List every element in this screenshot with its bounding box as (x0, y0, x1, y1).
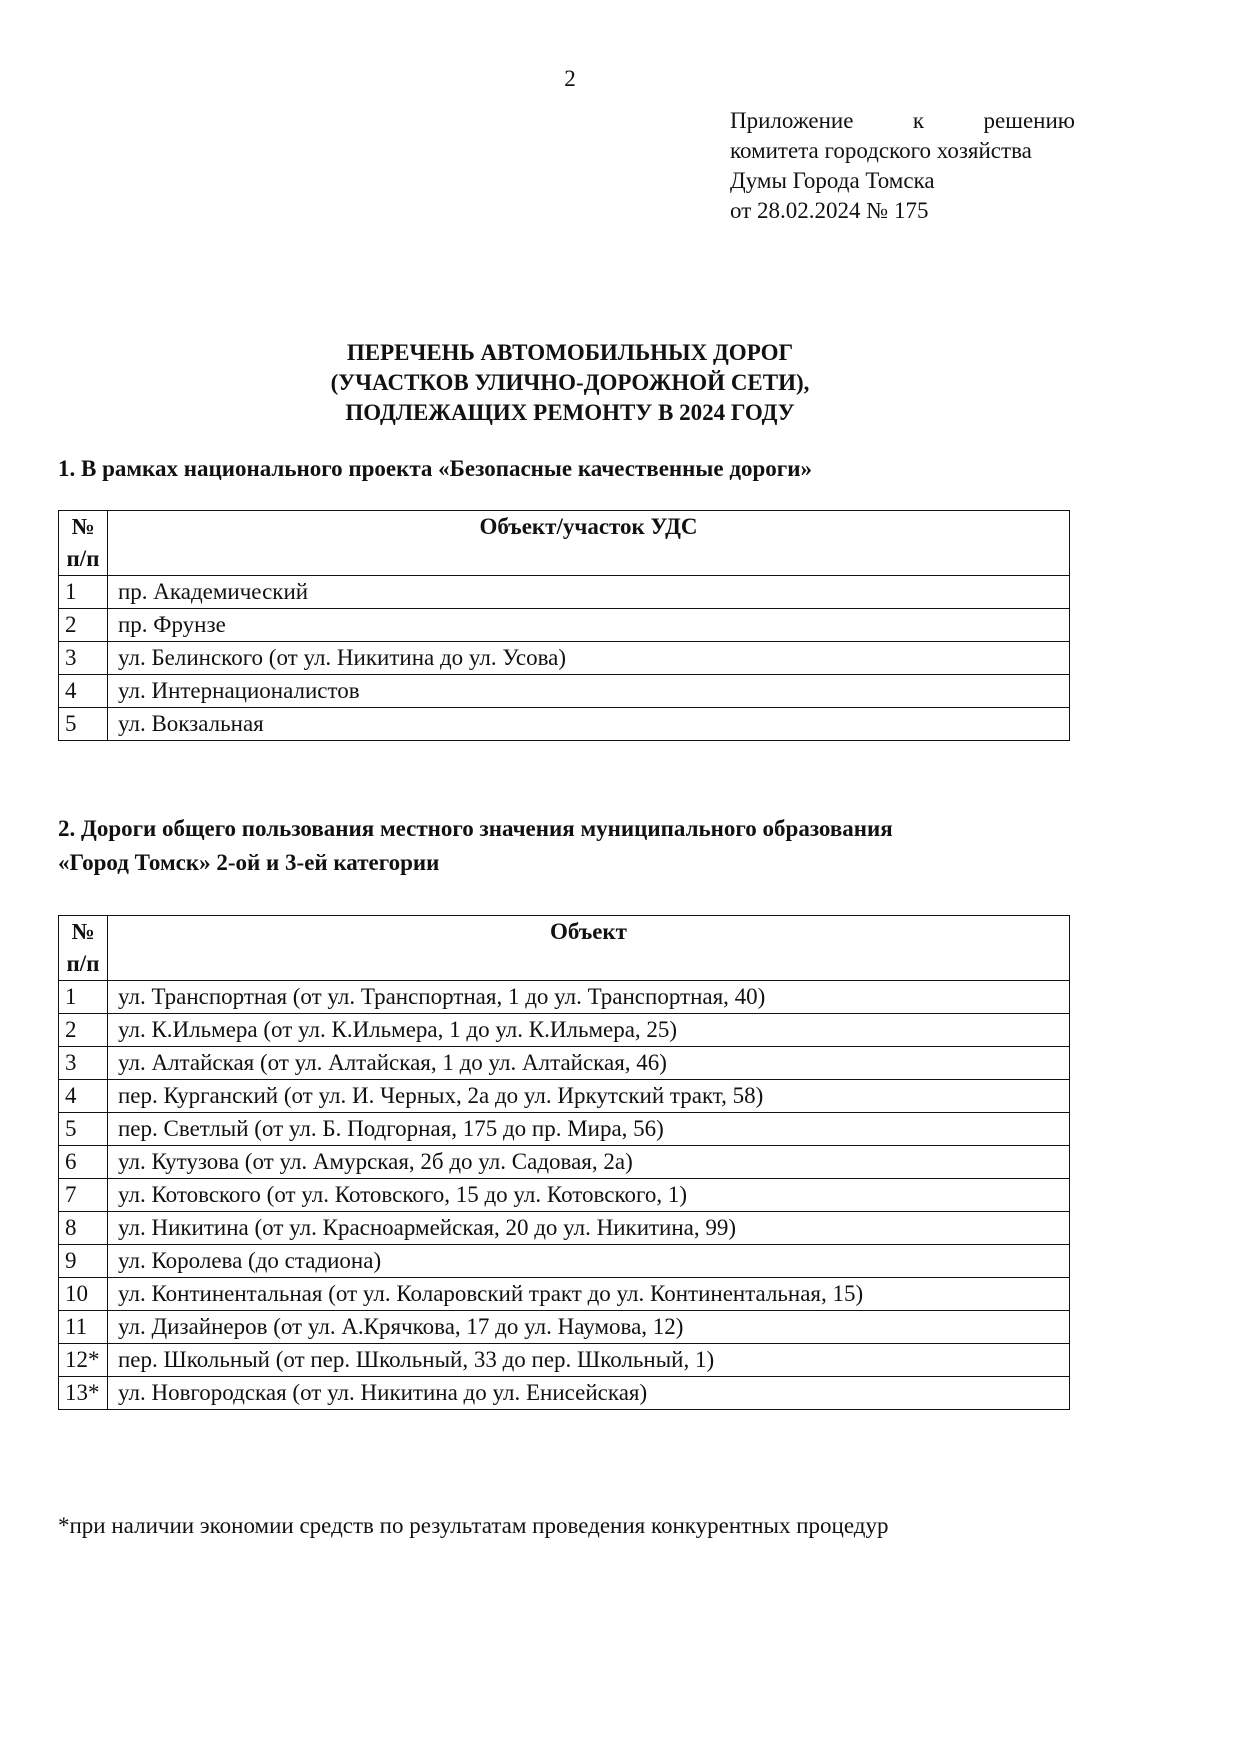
table-row (59, 1047, 1070, 1080)
table-row (59, 708, 1070, 741)
column-header-number (59, 511, 108, 576)
table-row (59, 609, 1070, 642)
row-number: 3 (59, 642, 108, 675)
table-row (59, 642, 1070, 675)
table-row (59, 1377, 1070, 1410)
header-num-abbr: п/п (66, 951, 100, 976)
table-row (59, 1245, 1070, 1278)
row-object: ул. Интернационалистов (108, 675, 1070, 708)
row-number: 5 (59, 708, 108, 741)
row-object: ул. Вокзальная (108, 708, 1070, 741)
section-2-heading (58, 812, 1078, 880)
row-number: 5 (59, 1113, 108, 1146)
column-header-object: Объект/участок УДС (108, 511, 1070, 576)
table-row (59, 1311, 1070, 1344)
row-object: ул. Континентальная (от ул. Коларовский тракт до ул. Континентальная, 15) (108, 1278, 1070, 1311)
row-object: пр. Академический (108, 576, 1070, 609)
section-2-heading-line-1: 2. Дороги общего пользования местного значения муниципального образования (58, 816, 893, 841)
annex-line-3: Думы Города Томска (730, 168, 935, 193)
table-row (59, 576, 1070, 609)
row-object: ул. Белинского (от ул. Никитина до ул. Усова) (108, 642, 1070, 675)
row-number: 9 (59, 1245, 108, 1278)
table-header-row (59, 916, 1070, 981)
column-header-number (59, 916, 108, 981)
table-row (59, 1014, 1070, 1047)
row-number: 4 (59, 1080, 108, 1113)
table-row (59, 1212, 1070, 1245)
footnote: *при наличии экономии средств по результатам проведения конкурентных процедур (58, 1513, 889, 1538)
row-object: ул. Дизайнеров (от ул. А.Крячкова, 17 до ул. Наумова, 12) (108, 1311, 1070, 1344)
row-number: 7 (59, 1179, 108, 1212)
row-object: пер. Курганский (от ул. И. Черных, 2а до ул. Иркутский тракт, 58) (108, 1080, 1070, 1113)
row-number: 3 (59, 1047, 108, 1080)
header-num-symbol: № (71, 919, 95, 944)
annex-block (730, 106, 1075, 226)
annex-word: Приложение (730, 108, 854, 133)
row-number: 1 (59, 576, 108, 609)
row-object: пер. Школьный (от пер. Школьный, 33 до пер. Школьный, 1) (108, 1344, 1070, 1377)
row-object: ул. Транспортная (от ул. Транспортная, 1 до ул. Транспортная, 40) (108, 981, 1070, 1014)
column-header-object: Объект (108, 916, 1070, 981)
table-row (59, 1278, 1070, 1311)
row-number: 13* (59, 1377, 108, 1410)
row-object: ул. Кутузова (от ул. Амурская, 2б до ул. Садовая, 2а) (108, 1146, 1070, 1179)
annex-line-2: комитета городского хозяйства (730, 138, 1032, 163)
section-2-table (58, 915, 1070, 1410)
table-row (59, 1080, 1070, 1113)
row-number: 2 (59, 609, 108, 642)
row-object: ул. Королева (до стадиона) (108, 1245, 1070, 1278)
row-object: пер. Светлый (от ул. Б. Подгорная, 175 до пр. Мира, 56) (108, 1113, 1070, 1146)
document-title (0, 338, 1140, 428)
row-number: 2 (59, 1014, 108, 1047)
row-object: ул. Алтайская (от ул. Алтайская, 1 до ул. Алтайская, 46) (108, 1047, 1070, 1080)
row-number: 4 (59, 675, 108, 708)
annex-word: решению (983, 108, 1075, 133)
table-row (59, 981, 1070, 1014)
table-row (59, 1179, 1070, 1212)
row-number: 11 (59, 1311, 108, 1344)
row-object: ул. К.Ильмера (от ул. К.Ильмера, 1 до ул. К.Ильмера, 25) (108, 1014, 1070, 1047)
title-line-2: (УЧАСТКОВ УЛИЧНО-ДОРОЖНОЙ СЕТИ), (330, 370, 810, 395)
row-object: ул. Котовского (от ул. Котовского, 15 до ул. Котовского, 1) (108, 1179, 1070, 1212)
row-number: 1 (59, 981, 108, 1014)
row-object: ул. Новгородская (от ул. Никитина до ул. Енисейская) (108, 1377, 1070, 1410)
section-1-table (58, 510, 1070, 741)
header-num-symbol: № (71, 514, 95, 539)
table-header-row (59, 511, 1070, 576)
table-row (59, 1146, 1070, 1179)
annex-word: к (912, 108, 925, 133)
row-object: ул. Никитина (от ул. Красноармейская, 20 до ул. Никитина, 99) (108, 1212, 1070, 1245)
row-number: 10 (59, 1278, 108, 1311)
title-line-1: ПЕРЕЧЕНЬ АВТОМОБИЛЬНЫХ ДОРОГ (346, 340, 794, 365)
header-num-abbr: п/п (66, 546, 100, 571)
section-1-table-body (59, 576, 1070, 741)
row-object: пр. Фрунзе (108, 609, 1070, 642)
table-row (59, 675, 1070, 708)
row-number: 8 (59, 1212, 108, 1245)
annex-line-4: от 28.02.2024 № 175 (730, 198, 929, 223)
annex-line-1 (730, 106, 1075, 136)
table-row (59, 1344, 1070, 1377)
row-number: 12* (59, 1344, 108, 1377)
section-2-table-body (59, 981, 1070, 1410)
table-row (59, 1113, 1070, 1146)
row-number: 6 (59, 1146, 108, 1179)
title-line-3: ПОДЛЕЖАЩИХ РЕМОНТУ В 2024 ГОДУ (345, 400, 795, 425)
section-2-heading-line-2: «Город Томск» 2-ой и 3-ей категории (58, 850, 440, 875)
section-1-heading: 1. В рамках национального проекта «Безопасные качественные дороги» (58, 456, 812, 481)
page-number: 2 (564, 66, 576, 91)
